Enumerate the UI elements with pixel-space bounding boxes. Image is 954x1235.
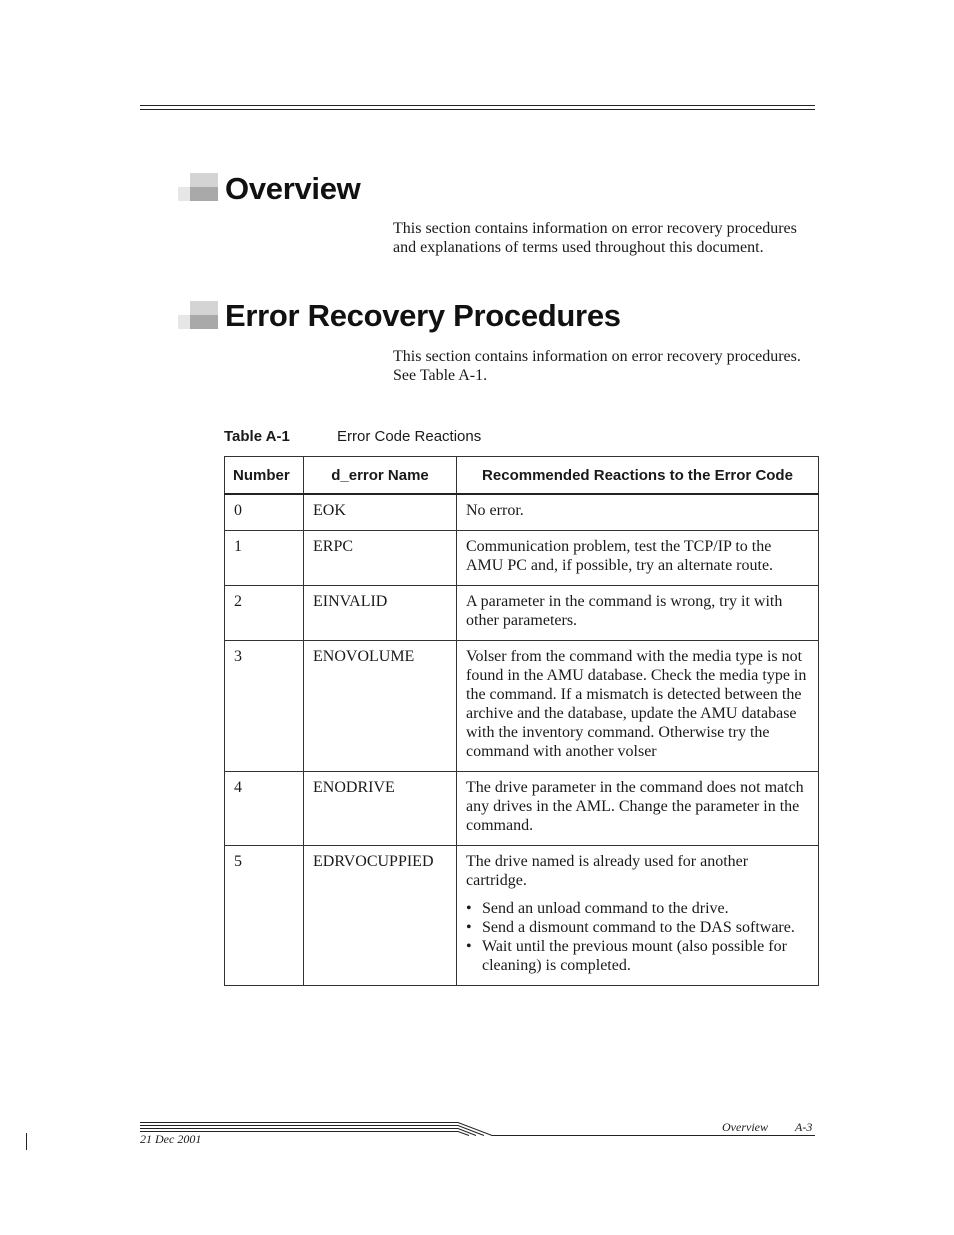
table-row xyxy=(225,586,819,641)
cell-reaction: No error. xyxy=(457,494,819,531)
section-marker-icon xyxy=(178,301,218,329)
table-row xyxy=(225,772,819,846)
overview-heading: Overview xyxy=(225,171,361,206)
cell-reaction xyxy=(457,846,819,986)
table-caption-title: Error Code Reactions xyxy=(337,428,482,445)
table-header-row xyxy=(225,457,819,495)
cell-number: 2 xyxy=(225,586,304,641)
cell-name: ERPC xyxy=(304,531,457,586)
table-row xyxy=(225,531,819,586)
table-row xyxy=(225,494,819,531)
bullet-item: • Send a dismount command to the DAS software. xyxy=(466,918,809,937)
table-row xyxy=(225,641,819,772)
reaction-text: The drive named is already used for another cartridge. xyxy=(466,853,749,889)
table-caption-label: Table A-1 xyxy=(224,428,290,445)
cell-name: ENOVOLUME xyxy=(304,641,457,772)
footer-date: 21 Dec 2001 xyxy=(140,1132,202,1146)
error-code-table xyxy=(224,456,819,986)
cell-name: EOK xyxy=(304,494,457,531)
cell-number: 5 xyxy=(225,846,304,986)
table-row xyxy=(225,846,819,986)
cell-name: ENODRIVE xyxy=(304,772,457,846)
header-rule-top xyxy=(140,105,815,106)
cell-number: 4 xyxy=(225,772,304,846)
error-recovery-heading: Error Recovery Procedures xyxy=(225,298,621,333)
footer-section-name: Overview xyxy=(722,1120,768,1134)
cell-name: EDRVOCUPPIED xyxy=(304,846,457,986)
section-marker-icon xyxy=(178,173,218,201)
bullet-item: • Wait until the previous mount (also possible for cleaning) is completed. xyxy=(466,937,809,975)
cell-reaction: Communication problem, test the TCP/IP to the AMU PC and, if possible, try an alternate route. xyxy=(457,531,819,586)
cell-reaction: A parameter in the command is wrong, try it with other parameters. xyxy=(457,586,819,641)
cell-name: EINVALID xyxy=(304,586,457,641)
table-caption xyxy=(224,428,481,446)
cell-reaction: The drive parameter in the command does not match any drives in the AML. Change the parameter in the command. xyxy=(457,772,819,846)
footer-page-number: A-3 xyxy=(795,1120,813,1134)
header-reaction: Recommended Reactions to the Error Code xyxy=(457,457,819,495)
overview-body: This section contains information on error recovery procedures and explanations of terms used throughout this document. xyxy=(393,220,797,256)
footer-rule-graphic xyxy=(140,1120,816,1142)
header-name: d_error Name xyxy=(304,457,457,495)
change-bar xyxy=(26,1133,27,1150)
header-rule-bottom xyxy=(140,109,815,110)
cell-number: 1 xyxy=(225,531,304,586)
header-number: Number xyxy=(225,457,304,495)
reaction-bullet-list xyxy=(466,899,809,975)
cell-number: 3 xyxy=(225,641,304,772)
cell-reaction: Volser from the command with the media type is not found in the AMU database. Check the media type in the command. If a mismatch is detected between the archive and the database, update the AMU database with the inventory command. Otherwise try the command with another volser xyxy=(457,641,819,772)
cell-number: 0 xyxy=(225,494,304,531)
error-recovery-body: This section contains information on error recovery procedures. See Table A-1. xyxy=(393,348,801,384)
bullet-item: • Send an unload command to the drive. xyxy=(466,899,809,918)
